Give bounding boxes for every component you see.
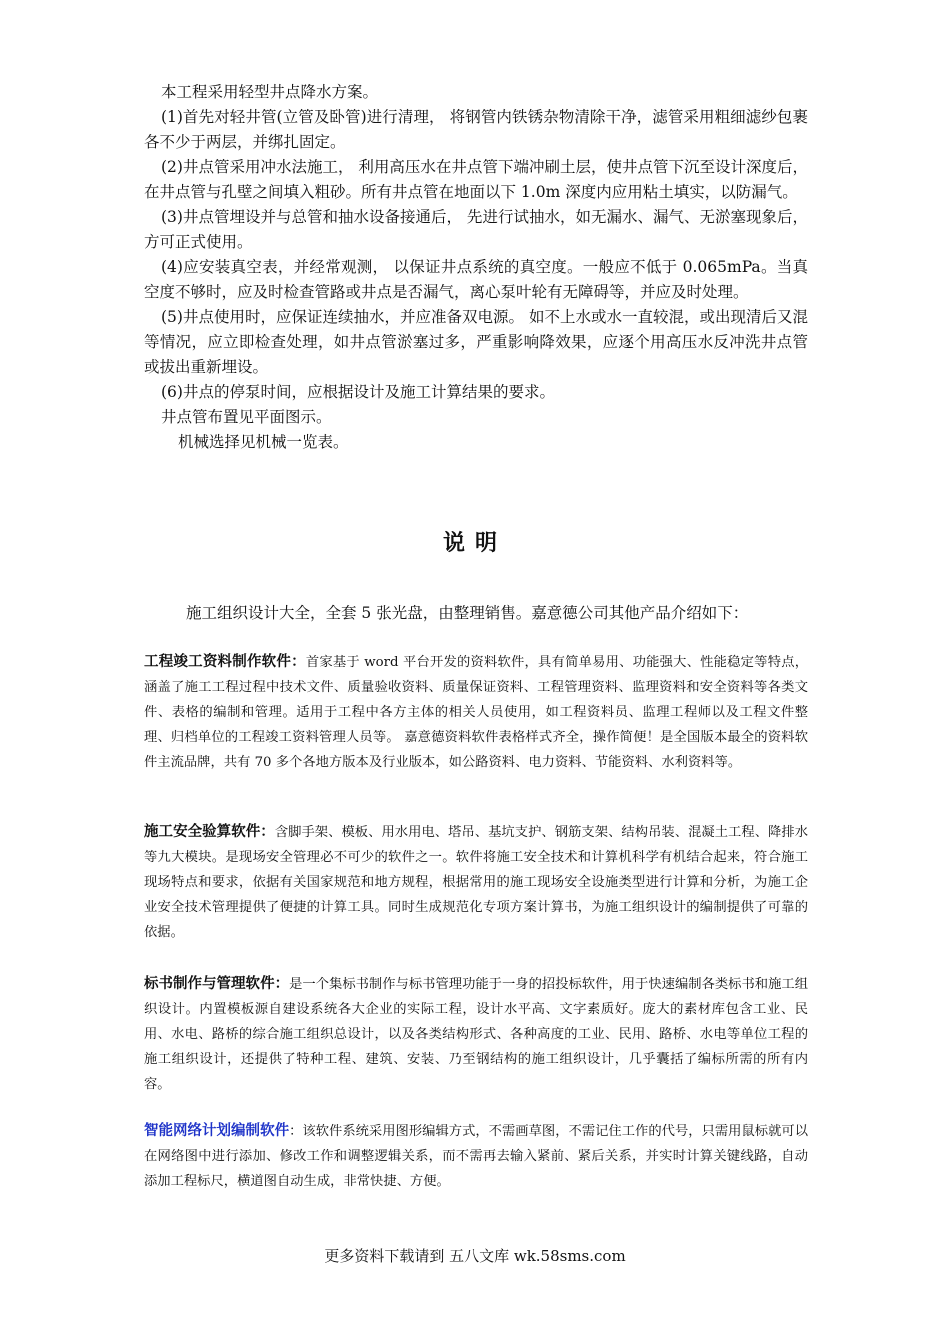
paragraph-machinery-note: 机械选择见机械一览表。 — [178, 433, 349, 451]
product-description: 首家基于 word 平台开发的资料软件，具有简单易用、功能强大、性能稳定等特点，涵盖了施工工程过程中技术文件、质量验收资料、质量保证资料、工程管理资料、监理资料和安全资料等各类文件、表格的编制和管理。适用于工程中各方主体的相关人员使用，如工程资料员、监理工程师以及工程文件整理、归档单位的工程竣工资料管理人员等。 嘉意德资料软件表格样式齐全，操作简便！是全国版本最全的资料软件主流品牌，共有 70 多个各地方版本及行业版本，如公路资料、电力资料、节能资料、水利资料等。 — [144, 655, 809, 770]
paragraph-layout-note: 井点管布置见平面图示。 — [161, 408, 332, 426]
section-title: 说明 — [442, 531, 507, 556]
paragraph-step-1: (1)首先对轻井管(立管及卧管)进行清理， 将钢管内铁锈杂物清除干净，滤管采用粗细滤纱包裹各不少于两层，并绑扎固定。 — [144, 108, 808, 151]
intro-paragraph: 施工组织设计大全，全套 5 张光盘，由整理销售。嘉意德公司其他产品介绍如下： — [186, 604, 749, 622]
product-description: 含脚手架、模板、用水用电、塔吊、基坑支护、钢筋支架、结构吊装、混凝土工程、降排水等九大模块。是现场安全管理必不可少的软件之一。软件将施工安全技术和计算机科学有机结合起来，符合施工现场特点和要求，依据有关国家规范和地方规程，根据常用的施工现场安全设施类型进行计算和分析，为施工企业安全技术管理提供了便捷的计算工具。同时生成规范化专项方案计算书，为施工组织设计的编制提供了可靠的依据。 — [144, 825, 809, 940]
product-section-completion-docs — [144, 650, 808, 775]
footer-download-note: 更多资料下载请到 五八文库 wk.58sms.com — [324, 1247, 626, 1265]
product-section-network-plan — [144, 1119, 808, 1194]
product-heading: 施工安全验算软件： — [144, 824, 275, 840]
paragraph-step-6: (6)井点的停泵时间，应根据设计及施工计算结果的要求。 — [161, 383, 555, 401]
product-heading: 智能网络计划编制软件 — [144, 1123, 290, 1139]
construction-text-block — [144, 80, 808, 455]
paragraph-plan: 本工程采用轻型井点降水方案。 — [161, 83, 379, 101]
product-section-safety-calc — [144, 820, 808, 945]
paragraph-step-4: (4)应安装真空表，并经常观测， 以保证井点系统的真空度。一般应不低于 0.065mPa。当真空度不够时，应及时检查管路或井点是否漏气，离心泵叶轮有无障碍等，并应及时处理。 — [144, 258, 808, 301]
product-heading: 工程竣工资料制作软件： — [144, 654, 306, 670]
paragraph-step-5: (5)井点使用时，应保证连续抽水，并应准备双电源。 如不上水或水一直较混，或出现清后又混等情况，应立即检查处理，如井点管淤塞过多，严重影响降效果，应逐个用高压水反冲洗井点管或拔出重新埋设。 — [144, 308, 808, 376]
paragraph-step-3: (3)井点管埋设并与总管和抽水设备接通后， 先进行试抽水，如无漏水、漏气、无淤塞现象后，方可正式使用。 — [144, 208, 808, 251]
paragraph-step-2: (2)井点管采用冲水法施工， 利用高压水在井点管下端冲刷土层，使井点管下沉至设计深度后，在井点管与孔壁之间填入粗砂。所有井点管在地面以下 1.0m 深度内应用粘土填实，以防漏气。 — [144, 158, 808, 201]
product-description: ：该软件系统采用图形编辑方式，不需画草图，不需记住工作的代号，只需用鼠标就可以在网络图中进行添加、修改工作和调整逻辑关系，而不需再去输入紧前、紧后关系，并实时计算关键线路，自动添加工程标尺，横道图自动生成，非常快捷、方便。 — [144, 1124, 809, 1189]
product-heading: 标书制作与管理软件： — [144, 976, 290, 992]
product-section-bid-docs — [144, 972, 808, 1097]
product-description: 是一个集标书制作与标书管理功能于一身的招投标软件，用于快速编制各类标书和施工组织设计。内置模板源自建设系统各大企业的实际工程，设计水平高、文字素质好。庞大的素材库包含工业、民用、水电、路桥的综合施工组织总设计，以及各类结构形式、各种高度的工业、民用、路桥、水电等单位工程的施工组织设计，还提供了特种工程、建筑、安装、乃至钢结构的施工组织设计，几乎囊括了编标所需的所有内容。 — [144, 977, 809, 1092]
